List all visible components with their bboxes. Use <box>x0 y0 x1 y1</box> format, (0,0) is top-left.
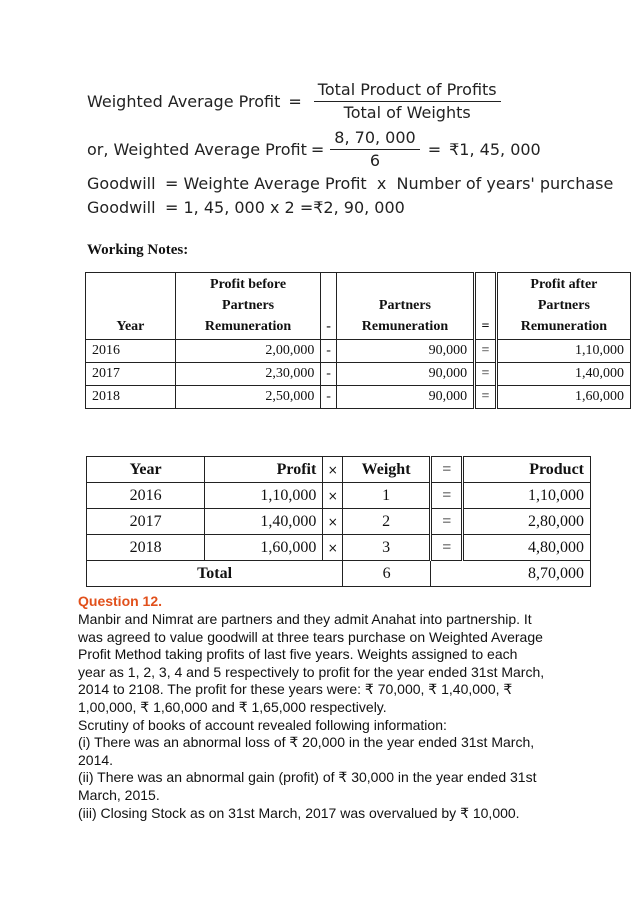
question-line: year as 1, 2, 3, 4 and 5 respectively to profit for the year ended 31st March, <box>78 663 545 680</box>
cell-product: 1,10,000 <box>463 483 591 509</box>
cell-multiply: × <box>323 535 343 561</box>
cell-multiply: × <box>323 483 343 509</box>
table-total-row <box>87 561 591 587</box>
formula-line-1 <box>87 80 505 123</box>
fraction <box>314 80 501 123</box>
cell-multiply: × <box>323 509 343 535</box>
question-line: Profit Method taking profits of last five years. Weights assigned to each <box>78 646 518 663</box>
working-notes-table <box>85 272 631 409</box>
table-row <box>87 483 591 509</box>
header-line: Remuneration <box>520 319 608 334</box>
cell-year: 2017 <box>87 509 205 535</box>
header-product: Product <box>463 457 591 483</box>
header-minus: - <box>321 273 336 340</box>
formula-text: = 1, 45, 000 x 2 =₹2, 90, 000 <box>165 198 405 217</box>
fraction-numerator: 8, 70, 000 <box>330 128 419 150</box>
cell-profit: 1,60,000 <box>205 535 323 561</box>
question-line: 2014 to 2108. The profit for these years were: ₹ 70,000, ₹ 1,40,000, ₹ <box>78 681 513 698</box>
cell-total-weight: 6 <box>343 561 431 587</box>
cell-equals: = <box>431 535 463 561</box>
cell-equals: = <box>431 483 463 509</box>
header-year: Year <box>87 457 205 483</box>
fraction-denominator: 6 <box>369 151 381 170</box>
formula-line-4 <box>87 198 405 217</box>
cell-year: 2018 <box>87 535 205 561</box>
question-line: was agreed to value goodwill at three tears purchase on Weighted Average <box>78 628 543 645</box>
cell-partners-remuneration: 90,000 <box>336 340 474 363</box>
header-partners-remuneration <box>336 273 474 340</box>
header-line: Partners <box>222 298 275 313</box>
cell-profit-after: 1,10,000 <box>496 340 630 363</box>
cell-equals: = <box>475 363 497 386</box>
question-line: Scrutiny of books of account revealed following information: <box>78 716 447 733</box>
cell-profit-before: 2,50,000 <box>175 386 321 409</box>
formula-label: Weighted Average Profit <box>87 92 281 111</box>
cell-weight: 3 <box>343 535 431 561</box>
cell-partners-remuneration: 90,000 <box>336 363 474 386</box>
cell-weight: 1 <box>343 483 431 509</box>
working-notes-title: Working Notes: <box>87 242 189 258</box>
question-line: (ii) There was an abnormal gain (profit) of ₹ 30,000 in the year ended 31st <box>78 769 537 786</box>
table-header-row <box>87 457 591 483</box>
cell-product: 2,80,000 <box>463 509 591 535</box>
cell-profit-before: 2,30,000 <box>175 363 321 386</box>
fraction-denominator: Total of Weights <box>343 103 471 122</box>
formula-text: = Weighte Average Profit x Number of years' purchase <box>165 174 614 193</box>
header-line: Remuneration <box>204 319 292 334</box>
fraction <box>330 128 419 171</box>
cell-year: 2018 <box>86 386 176 409</box>
header-line: Partners <box>537 298 590 313</box>
cell-profit: 1,40,000 <box>205 509 323 535</box>
question-body <box>78 611 598 822</box>
cell-total-label: Total <box>87 561 343 587</box>
cell-equals: = <box>475 340 497 363</box>
table-row <box>87 509 591 535</box>
question-line: 1,00,000, ₹ 1,60,000 and ₹ 1,65,000 respectively. <box>78 698 387 715</box>
header-profit-before <box>175 273 321 340</box>
question-title: Question 12. <box>78 593 163 609</box>
header-line: Remuneration <box>361 319 449 334</box>
header-line: Partners <box>378 298 431 313</box>
question-line: 2014. <box>78 751 114 768</box>
formula-label: or, Weighted Average Profit <box>87 140 307 159</box>
table-row <box>87 535 591 561</box>
cell-minus: - <box>321 363 336 386</box>
equals-sign: = <box>310 140 325 159</box>
cell-year: 2016 <box>86 340 176 363</box>
table-row <box>86 363 631 386</box>
table-row <box>86 340 631 363</box>
cell-minus: - <box>321 386 336 409</box>
cell-product: 4,80,000 <box>463 535 591 561</box>
cell-profit: 1,10,000 <box>205 483 323 509</box>
equals-sign: = <box>288 92 302 111</box>
cell-year: 2016 <box>87 483 205 509</box>
header-year: Year <box>86 273 176 340</box>
formula-label: Goodwill <box>87 198 156 217</box>
cell-profit-after: 1,40,000 <box>496 363 630 386</box>
header-equals: = <box>475 273 497 340</box>
header-line: Profit after <box>530 277 598 292</box>
header-line: Profit before <box>210 277 287 292</box>
cell-equals: = <box>475 386 497 409</box>
table-row <box>86 386 631 409</box>
header-weight: Weight <box>343 457 431 483</box>
weighted-profit-table <box>86 456 591 587</box>
cell-total-product: 8,70,000 <box>431 561 591 587</box>
formula-line-3 <box>87 174 613 193</box>
header-profit-after <box>496 273 630 340</box>
question-line: (i) There was an abnormal loss of ₹ 20,000 in the year ended 31st March, <box>78 734 535 751</box>
formula-line-2 <box>87 128 541 171</box>
cell-year: 2017 <box>86 363 176 386</box>
cell-minus: - <box>321 340 336 363</box>
question-line: (iii) Closing Stock as on 31st March, 2017 was overvalued by ₹ 10,000. <box>78 804 520 821</box>
question-line: March, 2015. <box>78 786 160 803</box>
cell-profit-before: 2,00,000 <box>175 340 321 363</box>
cell-profit-after: 1,60,000 <box>496 386 630 409</box>
table-header-row <box>86 273 631 340</box>
cell-equals: = <box>431 509 463 535</box>
fraction-numerator: Total Product of Profits <box>314 80 501 102</box>
header-equals: = <box>431 457 463 483</box>
header-profit: Profit <box>205 457 323 483</box>
formula-result: ₹1, 45, 000 <box>449 140 541 159</box>
header-multiply: × <box>323 457 343 483</box>
cell-partners-remuneration: 90,000 <box>336 386 474 409</box>
cell-weight: 2 <box>343 509 431 535</box>
equals-sign: = <box>427 140 442 159</box>
question-line: Manbir and Nimrat are partners and they admit Anahat into partnership. It <box>78 611 532 627</box>
formula-label: Goodwill <box>87 174 156 193</box>
